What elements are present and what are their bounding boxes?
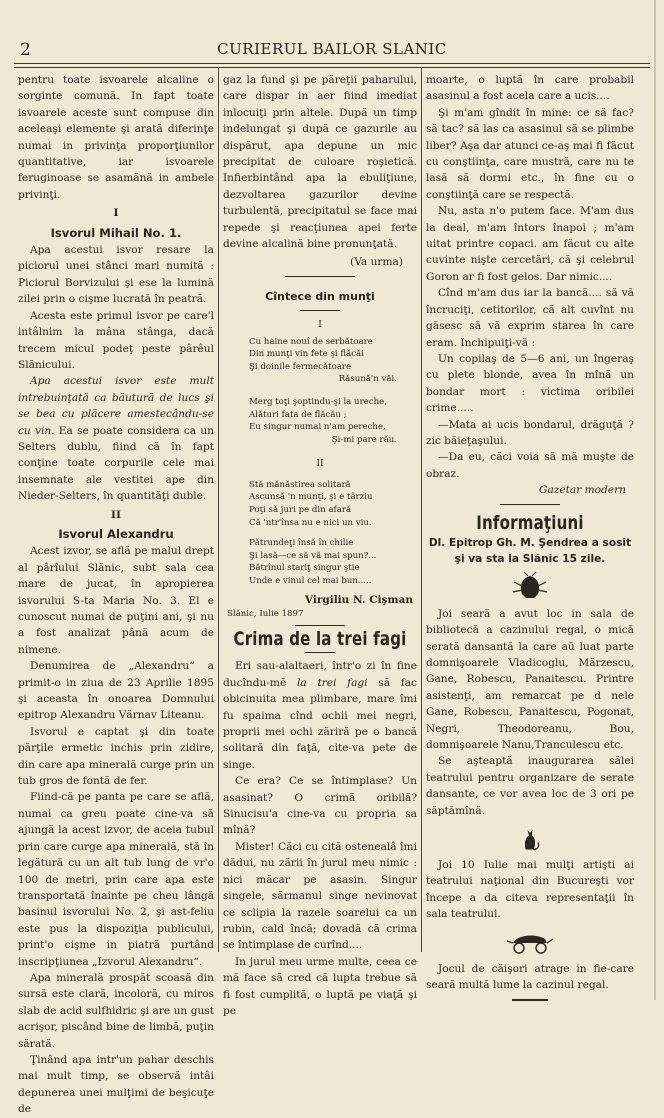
verse-line: Răsună'n văi.: [338, 374, 397, 385]
paragraph: In jurul meu urme multe, ceea ce mă face să cred că lupta trebue să fi fost cumplită, o luptă pe viaţă şi pe: [223, 955, 417, 1017]
cat-ornament-icon: [515, 823, 545, 853]
text-run: să fac obicinuita mea plimbare, mare îmi fu spaima cînd ochii mei negri, proprii mei ochi zăriră pe o bancă solitară din faţă, cite-va pete de singe.: [223, 676, 417, 771]
column-left: [18, 72, 214, 1118]
section-heading: Isvorul Mihail No. 1.: [50, 225, 182, 240]
paragraph: Denumirea de „Alexandru“ a primit-o in ziua de 23 Aprilie 1895 şi aceasta în onoarea Domnului epitrop Alexandru Vărnav Liteanu.: [18, 660, 214, 722]
paragraph: Ţinând apa intr'un pahar deschis mai mult timp, se observă intâi depunerea unei mulţimi de beşicuţe de: [18, 1053, 214, 1116]
poem-title: Cîntece din munţi: [265, 289, 375, 303]
column-middle: [223, 72, 417, 1019]
paragraph: [18, 373, 214, 504]
news-section-title: Informaţiuni: [476, 511, 584, 534]
carriage-ornament-icon: [505, 927, 555, 957]
verse-line: Şi doinile fermecătoare: [249, 361, 352, 372]
column-divider: [421, 67, 422, 952]
paragraph: —Da eu, căci voia să mă muşte de obraz.: [426, 451, 634, 480]
news-item: Joi 10 Iulie mai mulţi artişti ai teatrului naţional din Bucureşti vor începe a da citeva representaţii în sala teatrului.: [426, 859, 634, 921]
paragraph: gaz la fund şi pe păreţii paharului, care dispar in aer fiind imediat inlocuiţi prin altele. După un timp indelungat şi după ce gazurile au dispărut, apa depune un mic precipitat de culoare roşietică. Infierbintând apa la ebuliţiune, dezvoltarea gazurilor devine turbulentă, precipitatul se face mai repede şi reacţiunea apei ferte devine alcalină bine pronunţată.: [223, 74, 417, 251]
article-title: Crima de la trei fagi: [233, 627, 407, 651]
news-item: Joi seară a avut loc in sala de bibliotecă a cazinului regal, o mică serată dansantă la care aŭ luat parte domnişoarele Vladicoglu, Mărzescu, Gane, Robescu, Panaitescu. Printre asistenţi, am remarcat pe d nele Gane, Robescu, Panaitescu, Pogonat, Negri, Theodoreanu, Bou, domnişoarele Nanu,Tranculescu etc.: [426, 607, 634, 752]
divider: [500, 504, 560, 505]
verse-line: Cu haine nouî de serbătoare: [249, 336, 373, 347]
section-number: II: [111, 508, 121, 521]
section-heading: Isvorul Alexandru: [58, 526, 174, 541]
verse-line: Din munţi vin fete şi flăcăi: [249, 349, 364, 360]
paragraph: Acest izvor, se află pe malul drept al pârîului Slănic, subt sala cea mare de jucat, în apropierea isvorului S-ta Maria No. 3. El e cunoscut numai de puţini ani, şi nu a fost analizat până acum de nimene.: [18, 545, 214, 656]
page-header: [14, 38, 650, 60]
paragraph: [223, 658, 417, 773]
paragraph: Mister! Căci cu cită ostenealâ îmi dădui, nu zării în jurul meu nimic : nici măcar pe asasin. Singur singele, sărmanul singe nevinovat ce sclipia la razele soarelui ca un rubin, cald încă; dovadă că crima se întimplase de curînd....: [223, 840, 417, 952]
paragraph: Şi m'am gîndit în mine: ce să fac? să tac? să las ca asasinul să se plimbe liber? Aşa dar atunci ce-aş mai fi făcut cu conştiinţa, care mustră, care nu te lasă să dormi etc., în fine cu o conştiinţă care se respectă.: [426, 106, 634, 201]
column-divider: [218, 67, 219, 952]
italic-phrase: Apa acestui isvor este mult intrebuinţată ca băutură de lucs şi se bea cu plăcere amestecându-se cu vin.: [18, 375, 214, 437]
paragraph: Un copilaş de 5—6 ani, un îngeraş cu plete blonde, avea în mînă un bondar mort : victima oribilei crime.....: [426, 352, 634, 415]
masthead: CURIERUL BAILOR SLANIC: [217, 40, 447, 58]
news-item: Se aşteaptă inaugurarea sălei teatrului pentru organizare de serate dansante, ce vor avea loc de 3 ori pe săptămînă.: [426, 755, 634, 817]
paragraph: Apa minerală prospăt scoasă din sursă este clară, incoloră, cu miros slab de acid sulfhidric şi are un gust acrişor, piscând bine de limbă, puţin sărată.: [18, 971, 214, 1050]
verse-line: Că 'ntr'însa nu e nici un viu.: [249, 517, 372, 528]
paragraph: Fiind-că pe panta pe care se află, numai ca greu poate cine-va să ajungă la acest izvor, de aceia tubul prin care curge apa minerală, stă în legătură cu un alt tub lung de vr'o 100 de metri, prin care apa este transportată înainte pe cheu lângă basinul isvorului No. 2, şi ast-feliu este pus la dispoziţia publicului, print'o cişme in piatră purtând inscripţiunea „Izvorul Alexandru“.: [18, 791, 214, 968]
paragraph: Nu, asta n'o putem face. M'am dus la deal, m'am întors înapoi ; m'am uitat printre copaci. am făcut cu alte cuvinte nişte cercetări, că şi celebrul Goron ar fi fost gelos. Dar nimic....: [426, 205, 634, 283]
stanza: [223, 336, 417, 386]
verse-line: Bătrînul stariţ singur ştie: [249, 563, 360, 574]
italic-phrase: la trei fagi: [297, 676, 368, 689]
news-item: Jocul de căişori atrage in fie-care seară multă lume la cazinul regal.: [426, 962, 634, 992]
verse-line: Ascunsă 'n munţi, şi e târziu: [249, 492, 373, 503]
divider: [285, 276, 355, 277]
text-run: Eri sau-alaltaeri, într'o zi în fine ducîndu-mĕ: [223, 660, 417, 689]
poem-part-number: I: [318, 320, 322, 331]
section-number: I: [113, 207, 119, 220]
article-signature: Gazetar modern: [539, 484, 626, 497]
divider: [305, 652, 335, 653]
verse-line: Alături fata de flăcău ;: [249, 409, 347, 420]
divider: [300, 310, 340, 311]
verse-line: Merg toţi şoptindu-şi la ureche,: [249, 397, 387, 408]
verse-line: Şi lasă—ce să vă mai spun?...: [249, 550, 377, 561]
stanza: [223, 537, 417, 587]
divider: [295, 625, 345, 626]
verse-line: Eu singur numai n'am pereche,: [249, 422, 386, 433]
paragraph: Apa acestui isvor resare la piciorul unei stânci mari numită : Piciorul Borvizului şi ese la lumină zilei prin o cişme lucrată în peatră.: [18, 244, 214, 306]
beetle-ornament-icon: [510, 572, 550, 602]
header-rule-double: [14, 67, 650, 68]
paragraph: Isvorul e captat şi din toate părţile ermetic inchis prin zidire, din care apa minerală curge prin un tub gros de fontă de fer.: [18, 725, 214, 788]
paragraph: —Mata ai ucis bondarul, drăguţă ? zic băieţaşului.: [426, 418, 634, 447]
poem-date: Slănic, Iulie 1897: [227, 609, 304, 619]
paragraph: moarte, o luptă în care probabil asasinul a fost acela care a ucis....: [426, 74, 634, 103]
column-right: [426, 72, 634, 1006]
page-number: 2: [20, 40, 31, 60]
poem-author: Virgiliu N. Cişman: [304, 593, 413, 606]
poem-part-number: II: [316, 459, 324, 470]
verse-line: Şi-mi pare rău.: [331, 434, 397, 445]
paragraph: Cînd m'am dus iar la bancă.... să vă încruciţi, cetitorilor, că alt cuvînt nu găsesc să vă exprim starea în care eram. Inchipuiţi-vă :: [426, 287, 634, 349]
paragraph: Ce era? Ce se întimplase? Un asasinat? O crimă oribilă? Sinucisu'a cine-va cu propria sa mînă?: [223, 775, 417, 837]
verse-line: Poţi să juri pe din afară: [249, 505, 352, 516]
page-edge-shadow: [654, 0, 656, 1000]
notice: Dl. Epitrop Gh. M. Şendrea a sosit şi va sta la Slănic 15 zile.: [428, 536, 632, 566]
paragraph: pentru toate isvoarele alcaline o sorginte comună. In fapt toate isvoarele aceste sunt compuse din aceleaşi elemente şi arată diferinţe numai in privinţa proporţiunilor quantitative, iar isvoarele feruginoase se asamănă in ambele privinţi.: [18, 74, 214, 201]
header-rule: [14, 63, 650, 64]
verse-line: Unde e vinul cel mai bun.....: [249, 576, 372, 586]
text-run: Ea se poate considera ca un Selters dublu, fiind că în fapt conţine toate corpurile cele mai insemnate ale vestitei ape din Nieder-Selters, în quantităţi duble.: [18, 424, 214, 503]
verse-line: Stă mănăstirea solitară: [249, 479, 351, 490]
stanza: [223, 479, 417, 529]
stanza: [223, 396, 417, 446]
paragraph: Acesta este primul isvor pe care'l intâlnim la mâna stânga, dacă trecem micul podeţ peste pârêul Slănicului.: [18, 309, 214, 371]
to-be-continued: (Va urma): [350, 256, 403, 269]
verse-line: Pătrundeţi însă în chilie: [249, 538, 354, 549]
